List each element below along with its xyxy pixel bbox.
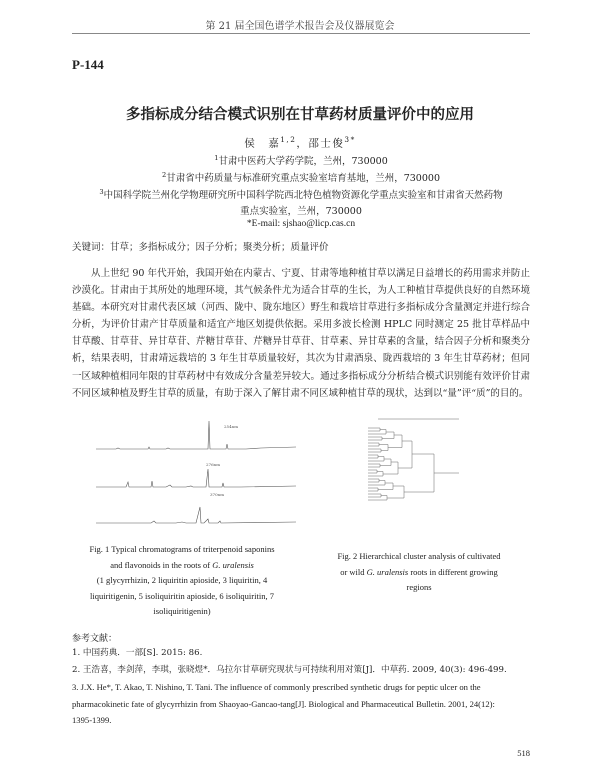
dendrogram-branches <box>374 428 459 500</box>
dendrogram-leaves <box>368 428 374 500</box>
reference-line: 3. J.X. He*, T. Akao, T. Nishino, T. Tani. The influence of commonly prescribed synthetic drugs for peptic ulcer on the <box>72 682 481 692</box>
affil-text: 重点实验室，兰州，730000 <box>240 206 362 217</box>
reference-2: 2. 王浩喜，李剑萍，李琪，张晓煜*．乌拉尔甘草研究现状与可持续利用对策[J]．中草药. 2009, 40(3): 496-499. <box>72 665 507 675</box>
affiliation-3 <box>72 187 530 201</box>
trace-label-370: 370nm <box>210 492 225 497</box>
caption-text: or wild <box>340 566 367 577</box>
figure-1-chromatograms <box>96 419 296 527</box>
reference-3 <box>72 679 530 729</box>
caption-line <box>330 565 508 581</box>
reference-line: pharmacokinetic fate of glycyrrhizin from Shaoyao-Gancao-tang[J]. Biological and Pharmaceutical Bulletin. 2001, 24(12): <box>72 698 495 709</box>
species-name: G. uralensis <box>366 566 409 577</box>
affil-num: 3 <box>99 187 104 196</box>
trace-label-276: 276nm <box>206 462 221 467</box>
affiliation-1 <box>72 153 530 167</box>
author-separator: ， <box>296 137 309 150</box>
chromatogram-trace-276 <box>96 462 296 487</box>
figure-2-dendrogram <box>364 416 494 531</box>
email: *E-mail: sjshao@licp.cas.cn <box>246 219 356 229</box>
figure-1-caption <box>72 542 292 620</box>
page-number: 518 <box>517 748 530 758</box>
caption-line: liquiritigenin, 5 isoliquiritin apioside, 6 isoliquiritin, 7 <box>90 590 274 601</box>
caption-text: and flavonoids in the roots of <box>110 559 213 570</box>
reference-1: 1. 中国药典．一部[S]. 2015: 86. <box>72 648 203 658</box>
caption-line: Fig. 2 Hierarchical cluster analysis of cultivated <box>337 551 501 561</box>
caption-line: (1 glycyrrhizin, 2 liquiritin apioside, 3 liquiritin, 4 <box>96 575 268 585</box>
chromatogram-trace-254 <box>96 421 296 449</box>
reference-line: 1395-1399. <box>72 715 112 725</box>
author-1-affil: 1,2 <box>280 135 297 144</box>
chromatogram-trace-370 <box>96 492 296 523</box>
trace-label-254: 254nm <box>224 424 239 429</box>
paper-title: 多指标成分结合模式识别在甘草药材质量评价中的应用 <box>126 107 474 123</box>
affil-num: 2 <box>161 170 167 179</box>
paper-code: P-144 <box>72 57 104 72</box>
caption-line: regions <box>406 582 432 592</box>
affiliation-3-cont <box>72 203 530 217</box>
abstract-paragraph: 从上世纪 90 年代开始，我国开始在内蒙古、宁夏、甘肃等地种植甘草以满足日益增长的药用需求并防止沙漠化。甘肃由于其所处的地理环境，其气候条件尤为适合甘草的生长，为人工种植甘草提供良好的自然环境基础。本研究对甘肃代表区域（河西、陇中、陇东地区）野生和栽培甘草进行多指标成分含量测定并进行综合分析，为评价甘肃产甘草质量和适宜产地区划提供依据。采用多波长检测 HPLC 同时测定 25 批甘草样品中甘草酸、甘草苷、异甘草苷、芹糖甘草苷、芹糖异甘草苷、甘草素、异甘草素的含量，结合因子分析和聚类分析，结果表明，甘肃靖远栽培的 3 年生甘草质量较好，其次为甘肃酒泉、陇西栽培的 3 年生甘草药材；但同一区域种植相同年限的甘草药材中有效成分含量差异较大。通过多指标成分分析结合模式识别能有效评价甘肃不同区域种植及野生甘草的质量，有助于深入了解甘肃不同区域种植甘草的现状，达到以“量”评“质”的目的。 <box>72 268 530 399</box>
caption-line: isoliquiritigenin) <box>153 606 211 616</box>
affiliation-2 <box>72 170 530 184</box>
header-rule <box>72 33 530 34</box>
affil-text: 中国科学院兰州化学物理研究所中国科学院西北特色植物资源化学重点实验室和甘肃省天然药物 <box>103 190 503 201</box>
running-header: 第 21 届全国色谱学术报告会及仪器展览会 <box>205 21 395 32</box>
species-name: G. uralensis <box>212 559 254 570</box>
author-2-affil: 3* <box>344 135 356 144</box>
references-heading: 参考文献： <box>72 634 118 644</box>
affil-text: 甘肃省中药质量与标准研究重点实验室培育基地，兰州，730000 <box>166 173 440 184</box>
caption-line: Fig. 1 Typical chromatograms of triterpenoid saponins <box>89 544 275 554</box>
caption-text: roots in different growing <box>408 566 498 577</box>
figure-2-caption <box>330 549 508 596</box>
author-1: 侯 嘉 <box>244 137 281 150</box>
affil-num: 1 <box>214 153 219 162</box>
author-line <box>0 135 600 151</box>
author-2: 邵士俊 <box>308 137 345 150</box>
keywords: 关键词：甘草；多指标成分；因子分析；聚类分析；质量评价 <box>72 242 329 253</box>
caption-line <box>72 558 292 574</box>
affil-text: 甘肃中医药大学药学院，兰州，730000 <box>218 156 388 167</box>
